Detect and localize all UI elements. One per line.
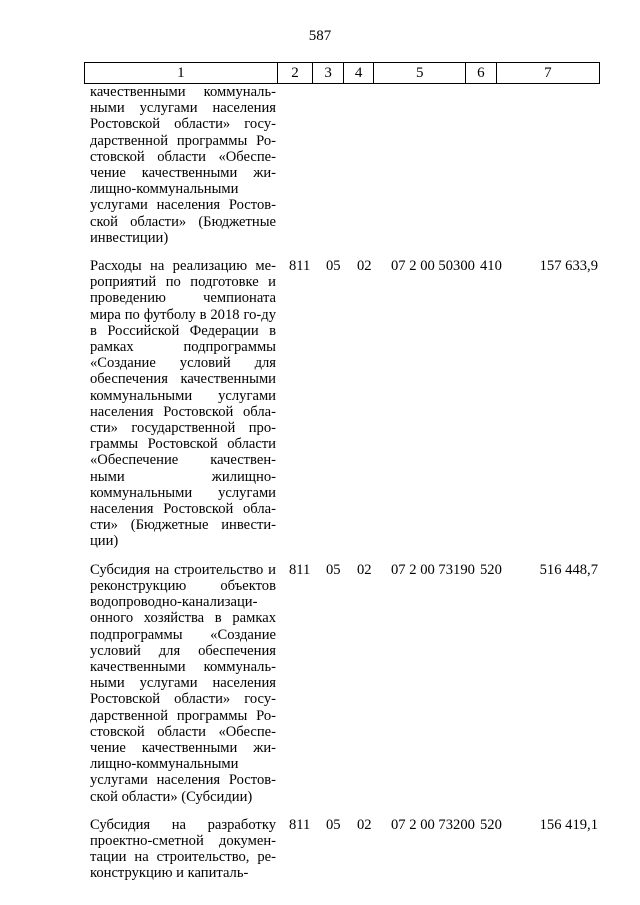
column-header-table: [84, 62, 600, 84]
table-row: [0, 817, 640, 882]
header-col-4: 4: [343, 63, 374, 84]
header-col-5: 5: [374, 63, 466, 84]
row-amount: 156 419,1: [539, 816, 598, 833]
row-target-article: 07 2 00 73190: [391, 561, 475, 578]
budget-table-body: [0, 84, 640, 894]
row-subsection-code: 02: [357, 258, 372, 275]
header-col-2: 2: [277, 63, 313, 84]
row-subsection-code: 02: [357, 561, 372, 578]
row-section-code: 05: [326, 561, 341, 578]
header-col-6: 6: [466, 63, 497, 84]
row-amount: 516 448,7: [539, 561, 598, 578]
row-ministry-code: 811: [289, 258, 311, 275]
row-description: Расходы на реализацию ме-роприятий по подготовке и проведению чемпионата мира по футболу в 2018 го-ду в Российской Федерации в рамках подпрограммы «Создание условий для обеспечения качественными коммунальными услугами населения Ростовской обла-сти» государственной про-граммы Ростовской области «Обеспечение качествен-ными жилищно-коммунальными услугами населения Ростовской обла-сти» (Бюджетные инвести-ции): [90, 258, 276, 550]
row-target-article: 07 2 00 73200: [391, 816, 475, 833]
header-col-7: 7: [496, 63, 599, 84]
row-ministry-code: 811: [289, 816, 311, 833]
row-section-code: 05: [326, 258, 341, 275]
row-subsection-code: 02: [357, 816, 372, 833]
page-number: 587: [308, 28, 332, 44]
row-description: Субсидия на строительство и реконструкцию объектов водопроводно-канализаци-онного хозяйства в рамках подпрограммы «Создание условий для обеспечения качественными коммуналь-ными услугами населения Ростовской области» госу-дарственной программы Ро-стовской области «Обеспе-чение качественными жи-лищно-коммунальными услугами населения Ростов-ской области» (Субсидии): [90, 561, 276, 805]
column-header-row: [85, 63, 600, 84]
row-description: качественными коммуналь-ными услугами населения Ростовской области» госу-дарственной программы Ро-стовской области «Обеспе-чение качественными жи-лищно-коммунальными услугами населения Ростов-ской области» (Бюджетные инвестиции): [90, 84, 276, 246]
row-section-code: 05: [326, 816, 341, 833]
row-ministry-code: 811: [289, 561, 311, 578]
row-expense-type: 520: [480, 561, 502, 578]
table-row: [0, 562, 640, 805]
header-col-3: 3: [313, 63, 344, 84]
row-amount: 157 633,9: [539, 258, 598, 275]
table-row: [0, 258, 640, 550]
row-target-article: 07 2 00 50300: [391, 258, 475, 275]
row-description: Субсидия на разработку проектно-сметной докумен-тации на строительство, ре-конструкцию и капиталь-: [90, 816, 276, 882]
row-expense-type: 410: [480, 258, 502, 275]
table-row: [0, 84, 640, 246]
row-expense-type: 520: [480, 816, 502, 833]
header-col-1: 1: [85, 63, 278, 84]
